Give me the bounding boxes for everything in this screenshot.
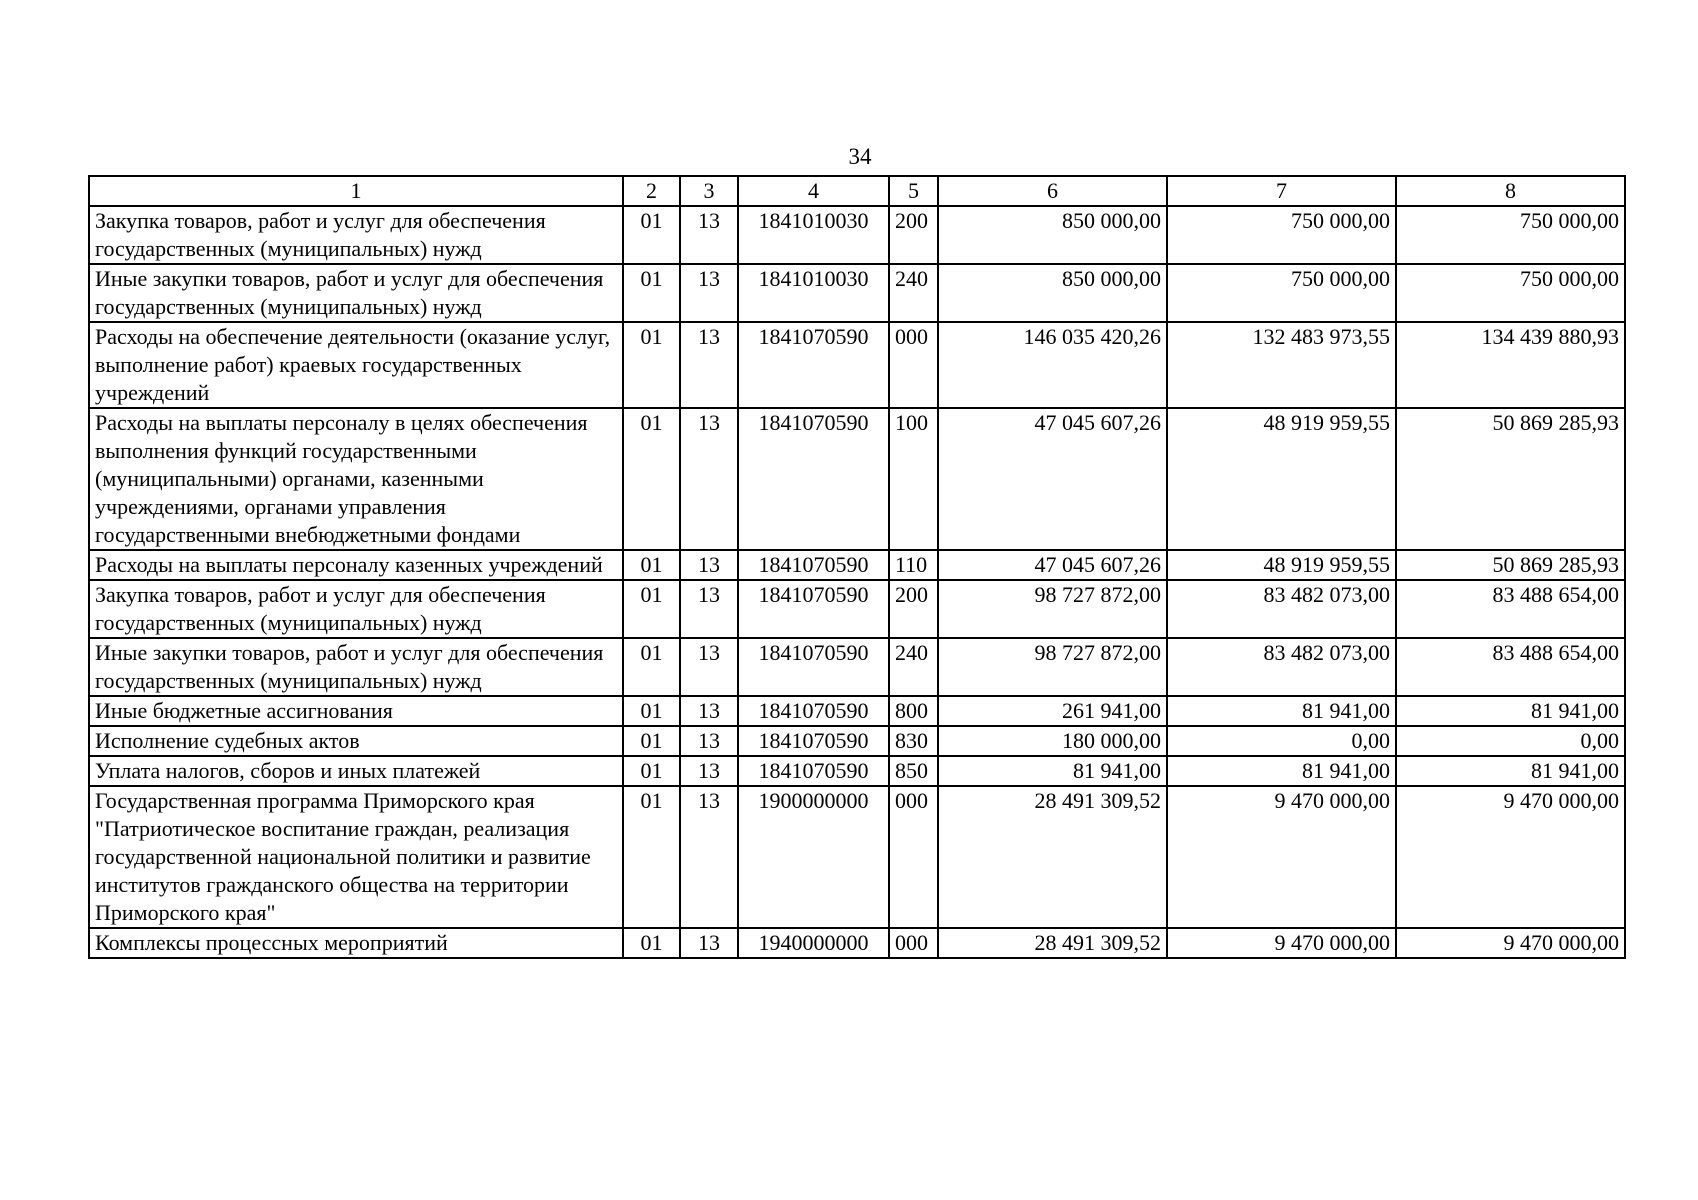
expense-name-cell: Уплата налогов, сборов и иных платежей	[89, 756, 623, 786]
column-header: 6	[938, 176, 1167, 206]
subsection-code-cell: 13	[680, 206, 738, 264]
amount-cell: 750 000,00	[1167, 264, 1396, 322]
amount-cell: 83 482 073,00	[1167, 638, 1396, 696]
amount-cell: 81 941,00	[1396, 756, 1625, 786]
expense-name-cell: Расходы на обеспечение деятельности (оказание услуг, выполнение работ) краевых государственных учреждений	[89, 322, 623, 408]
target-article-cell: 1841070590	[738, 322, 889, 408]
expense-name-cell: Комплексы процессных мероприятий	[89, 928, 623, 958]
table-row	[89, 928, 1625, 958]
amount-cell: 180 000,00	[938, 726, 1167, 756]
table-row	[89, 638, 1625, 696]
amount-cell: 28 491 309,52	[938, 786, 1167, 928]
amount-cell: 47 045 607,26	[938, 408, 1167, 550]
expense-name-cell: Расходы на выплаты персоналу казенных учреждений	[89, 550, 623, 580]
target-article-cell: 1841070590	[738, 726, 889, 756]
subsection-code-cell: 13	[680, 408, 738, 550]
section-code-cell: 01	[623, 322, 680, 408]
expense-type-cell: 110	[889, 550, 938, 580]
amount-cell: 98 727 872,00	[938, 580, 1167, 638]
amount-cell: 132 483 973,55	[1167, 322, 1396, 408]
table-row	[89, 696, 1625, 726]
table-row	[89, 786, 1625, 928]
amount-cell: 0,00	[1396, 726, 1625, 756]
amount-cell: 81 941,00	[1167, 756, 1396, 786]
target-article-cell: 1841070590	[738, 408, 889, 550]
table-row	[89, 322, 1625, 408]
expense-type-cell: 000	[889, 322, 938, 408]
expense-name-cell: Иные закупки товаров, работ и услуг для обеспечения государственных (муниципальных) нужд	[89, 638, 623, 696]
amount-cell: 48 919 959,55	[1167, 408, 1396, 550]
amount-cell: 850 000,00	[938, 264, 1167, 322]
amount-cell: 47 045 607,26	[938, 550, 1167, 580]
amount-cell: 98 727 872,00	[938, 638, 1167, 696]
column-number-row	[89, 176, 1625, 206]
amount-cell: 9 470 000,00	[1396, 786, 1625, 928]
column-header: 2	[623, 176, 680, 206]
amount-cell: 81 941,00	[1396, 696, 1625, 726]
subsection-code-cell: 13	[680, 696, 738, 726]
subsection-code-cell: 13	[680, 726, 738, 756]
column-header: 5	[889, 176, 938, 206]
amount-cell: 81 941,00	[938, 756, 1167, 786]
expense-name-cell: Иные закупки товаров, работ и услуг для обеспечения государственных (муниципальных) нужд	[89, 264, 623, 322]
amount-cell: 261 941,00	[938, 696, 1167, 726]
amount-cell: 750 000,00	[1167, 206, 1396, 264]
expense-type-cell: 240	[889, 638, 938, 696]
amount-cell: 0,00	[1167, 726, 1396, 756]
target-article-cell: 1900000000	[738, 786, 889, 928]
amount-cell: 50 869 285,93	[1396, 550, 1625, 580]
expense-type-cell: 000	[889, 928, 938, 958]
target-article-cell: 1940000000	[738, 928, 889, 958]
table-body	[89, 206, 1625, 958]
amount-cell: 750 000,00	[1396, 264, 1625, 322]
section-code-cell: 01	[623, 726, 680, 756]
subsection-code-cell: 13	[680, 756, 738, 786]
expense-name-cell: Исполнение судебных актов	[89, 726, 623, 756]
section-code-cell: 01	[623, 408, 680, 550]
amount-cell: 28 491 309,52	[938, 928, 1167, 958]
section-code-cell: 01	[623, 638, 680, 696]
column-header: 3	[680, 176, 738, 206]
budget-table	[88, 175, 1626, 959]
table-row	[89, 408, 1625, 550]
table-row	[89, 264, 1625, 322]
expense-type-cell: 800	[889, 696, 938, 726]
column-header: 8	[1396, 176, 1625, 206]
expense-type-cell: 200	[889, 206, 938, 264]
subsection-code-cell: 13	[680, 580, 738, 638]
column-header: 1	[89, 176, 623, 206]
amount-cell: 9 470 000,00	[1167, 786, 1396, 928]
target-article-cell: 1841010030	[738, 264, 889, 322]
expense-type-cell: 200	[889, 580, 938, 638]
subsection-code-cell: 13	[680, 638, 738, 696]
table-row	[89, 206, 1625, 264]
amount-cell: 9 470 000,00	[1167, 928, 1396, 958]
target-article-cell: 1841070590	[738, 580, 889, 638]
subsection-code-cell: 13	[680, 322, 738, 408]
expense-type-cell: 830	[889, 726, 938, 756]
subsection-code-cell: 13	[680, 550, 738, 580]
amount-cell: 83 482 073,00	[1167, 580, 1396, 638]
table-row	[89, 726, 1625, 756]
subsection-code-cell: 13	[680, 928, 738, 958]
section-code-cell: 01	[623, 928, 680, 958]
section-code-cell: 01	[623, 550, 680, 580]
expense-name-cell: Расходы на выплаты персоналу в целях обеспечения выполнения функций государственными (муниципальными) органами, казенными учреждениями, органами управления государственными внебюджетными фондами	[89, 408, 623, 550]
amount-cell: 9 470 000,00	[1396, 928, 1625, 958]
expense-name-cell: Закупка товаров, работ и услуг для обеспечения государственных (муниципальных) нужд	[89, 206, 623, 264]
amount-cell: 81 941,00	[1167, 696, 1396, 726]
page-number: 34	[848, 144, 872, 169]
expense-type-cell: 100	[889, 408, 938, 550]
amount-cell: 83 488 654,00	[1396, 638, 1625, 696]
target-article-cell: 1841070590	[738, 696, 889, 726]
column-header: 7	[1167, 176, 1396, 206]
amount-cell: 146 035 420,26	[938, 322, 1167, 408]
table-row	[89, 580, 1625, 638]
target-article-cell: 1841070590	[738, 756, 889, 786]
expense-type-cell: 850	[889, 756, 938, 786]
amount-cell: 48 919 959,55	[1167, 550, 1396, 580]
target-article-cell: 1841070590	[738, 550, 889, 580]
section-code-cell: 01	[623, 786, 680, 928]
expense-name-cell: Государственная программа Приморского края "Патриотическое воспитание граждан, реализация государственной национальной политики и развитие институтов гражданского общества на территории Приморского края"	[89, 786, 623, 928]
table-row	[89, 756, 1625, 786]
expense-name-cell: Закупка товаров, работ и услуг для обеспечения государственных (муниципальных) нужд	[89, 580, 623, 638]
expense-name-cell: Иные бюджетные ассигнования	[89, 696, 623, 726]
amount-cell: 50 869 285,93	[1396, 408, 1625, 550]
column-header: 4	[738, 176, 889, 206]
amount-cell: 134 439 880,93	[1396, 322, 1625, 408]
expense-type-cell: 240	[889, 264, 938, 322]
subsection-code-cell: 13	[680, 786, 738, 928]
target-article-cell: 1841070590	[738, 638, 889, 696]
section-code-cell: 01	[623, 696, 680, 726]
section-code-cell: 01	[623, 580, 680, 638]
amount-cell: 83 488 654,00	[1396, 580, 1625, 638]
section-code-cell: 01	[623, 206, 680, 264]
table-row	[89, 550, 1625, 580]
amount-cell: 750 000,00	[1396, 206, 1625, 264]
expense-type-cell: 000	[889, 786, 938, 928]
section-code-cell: 01	[623, 756, 680, 786]
subsection-code-cell: 13	[680, 264, 738, 322]
amount-cell: 850 000,00	[938, 206, 1167, 264]
section-code-cell: 01	[623, 264, 680, 322]
target-article-cell: 1841010030	[738, 206, 889, 264]
